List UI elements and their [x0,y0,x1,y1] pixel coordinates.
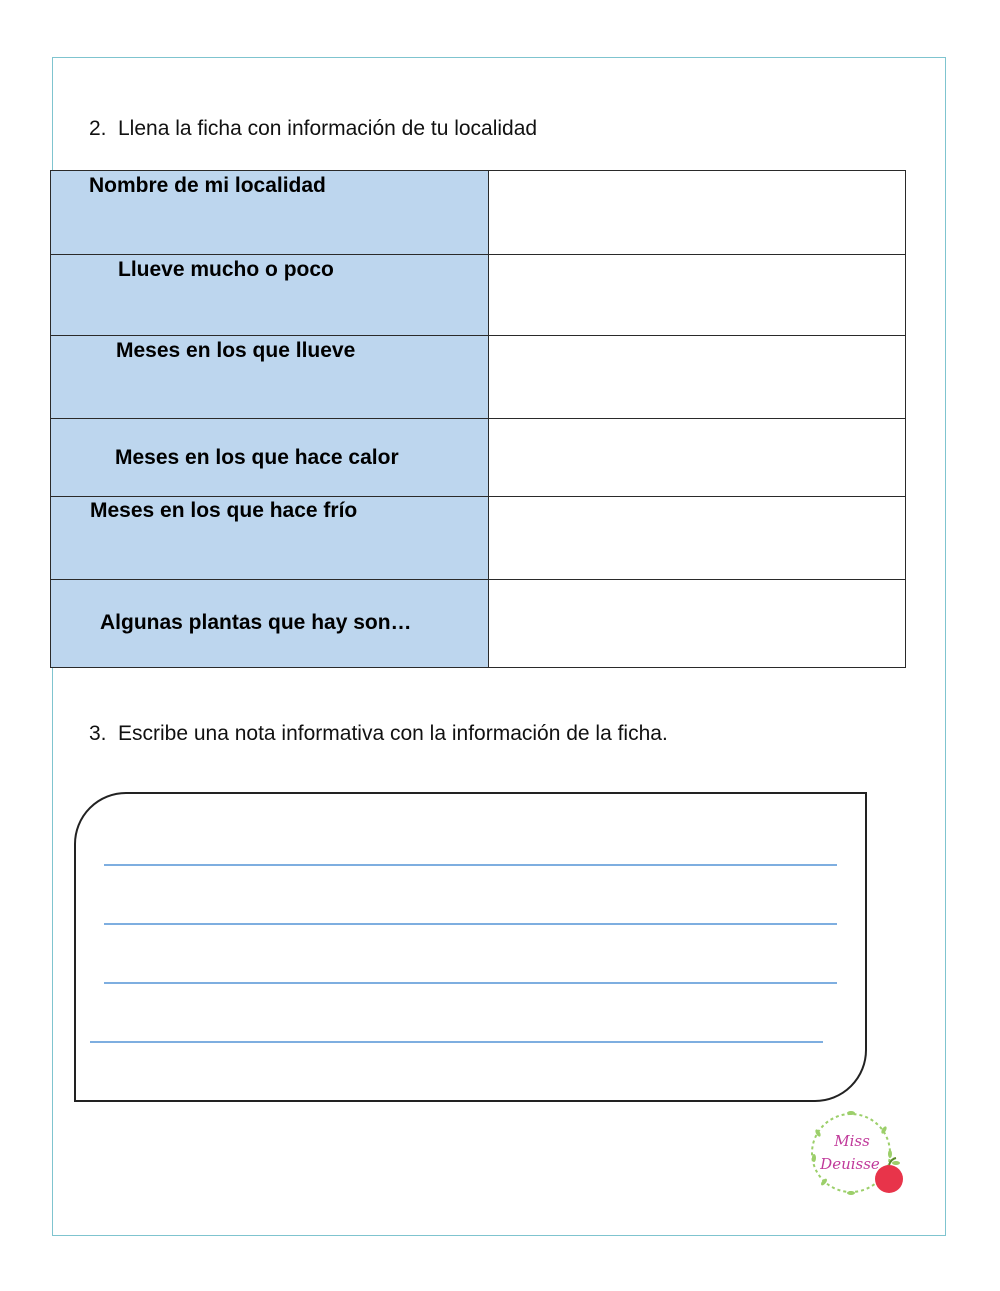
row-label-cell [51,171,489,255]
question-3 [89,722,668,746]
answer-cell-locality[interactable] [489,171,906,255]
answer-cell-cold-months[interactable] [489,497,906,580]
row-label-rain-months: Meses en los que llueve [116,339,356,362]
row-label-cell [51,336,489,419]
question-2-text: Llena la ficha con información de tu localidad [118,117,538,140]
note-writing-box[interactable] [74,792,867,1102]
writing-line[interactable] [104,864,837,866]
question-3-text: Escribe una nota informativa con la información de la ficha. [118,722,668,745]
table-row [51,171,906,255]
writing-line[interactable] [104,923,837,925]
question-2 [89,117,537,141]
info-table [50,170,906,668]
answer-cell-rain-months[interactable] [489,336,906,419]
row-label-cell [51,580,489,668]
table-row [51,255,906,336]
question-3-number: 3. [89,722,107,745]
question-2-number: 2. [89,117,107,140]
table-row [51,497,906,580]
row-label-hot-months: Meses en los que hace calor [115,445,399,469]
row-label-cold-months: Meses en los que hace frío [90,499,358,522]
miss-deuisse-logo [806,1108,906,1198]
row-label-cell [51,419,489,497]
table-row [51,419,906,497]
logo-wreath-icon [806,1108,906,1198]
row-label-locality: Nombre de mi localidad [89,174,326,197]
writing-line[interactable] [104,982,837,984]
row-label-rain-amount: Llueve mucho o poco [118,258,334,281]
table-row [51,336,906,419]
row-label-cell [51,497,489,580]
logo-line-2: Deuisse [820,1155,880,1173]
row-label-cell [51,255,489,336]
answer-cell-rain-amount[interactable] [489,255,906,336]
writing-line[interactable] [90,1041,823,1043]
table-row [51,580,906,668]
logo-line-1: Miss [834,1132,870,1150]
answer-cell-plants[interactable] [489,580,906,668]
row-label-plants: Algunas plantas que hay son… [100,610,412,634]
answer-cell-hot-months[interactable] [489,419,906,497]
